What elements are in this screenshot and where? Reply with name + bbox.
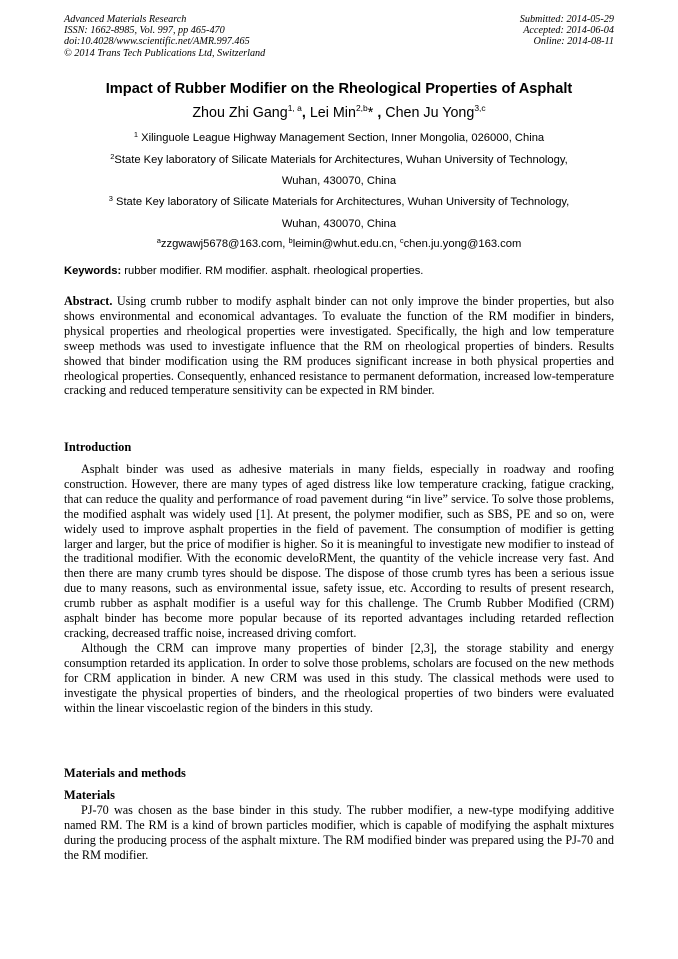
issn-line: ISSN: 1662-8985, Vol. 997, pp 465-470 bbox=[64, 25, 225, 37]
journal-name: Advanced Materials Research bbox=[64, 14, 187, 25]
copyright-line: © 2014 Trans Tech Publications Ltd, Switzerland bbox=[64, 47, 266, 59]
abstract bbox=[64, 294, 614, 398]
keywords-text: rubber modifier. RM modifier. asphalt. rheological properties. bbox=[121, 265, 424, 277]
abstract-text: Using crumb rubber to modify asphalt binder can not only improve the binder properties, but also shows environmental and economical advantages. To evaluate the function of the RM modifier in binders, physical properties and rheological properties were investigated. Specifically, the high and low temperature sweep methods was used to investigate influence that the RM on rheological properties of binders. Results showed that binder modification using the RM produces significant increase in both physical properties and rheological properties. Consequently, enhanced resistance to permanent deformation, increased low-temperature cracking and reduced temperature sensitivity can be expected in RM binder. bbox=[64, 294, 614, 398]
accepted-date: Accepted: 2014-06-04 bbox=[523, 25, 614, 37]
paragraph: PJ-70 was chosen as the base binder in this study. The rubber modifier, a new-type modifying additive named RM. The RM is a kind of brown particles modifier, which is capable of modifying the asphalt mixtures during the producing process of the asphalt mixture. The RM modified binder was prepared using the PJ-70 and the RM modifier. bbox=[64, 803, 614, 862]
author-name: Zhou Zhi Gang bbox=[192, 105, 288, 121]
section-heading-materials-methods: Materials and methods bbox=[64, 766, 186, 780]
corresponding-author-mark: * bbox=[367, 105, 374, 121]
affiliation-1: $^1$ Xilinguole League Highway Management Section, Inner Mongolia, 026000, China bbox=[133, 130, 545, 144]
abstract-label: Abstract. bbox=[64, 294, 113, 308]
author-affiliation-mark: 1, a bbox=[287, 103, 302, 113]
affiliation-2-city: Wuhan, 430070, China bbox=[281, 175, 397, 187]
author-affiliation-mark: 3,c bbox=[474, 103, 486, 113]
author-name: Lei Min bbox=[309, 105, 356, 121]
doi-line: doi:10.4028/www.scientific.net/AMR.997.465 bbox=[64, 36, 250, 48]
paragraph: Although the CRM can improve many properties of binder [2,3], the storage stability and energy consumption retarded its application. In order to solve those problems, scholars are focused on the new methods for CRM application in binder. A new CRM was used in this study. The classical methods were used to investigate the physical properties of binders, and the rheological properties of two binders were evaluated within the linear viscoelastic region of the binders in this study. bbox=[64, 640, 614, 715]
email-address: leimin@whut.edu.cn, bbox=[292, 238, 400, 250]
author-name: Chen Ju Yong bbox=[385, 105, 475, 121]
email-line: $^a$zzgwawj5678@163.com, $^b$leimin@whut.edu.cn, $^c$chen.ju.yong@163.com bbox=[156, 236, 522, 250]
author-list: Zhou Zhi Gang$^{1, a}$, Lei Min$^{2,b}$* , Chen Ju Yong$^{3,c}$ bbox=[192, 103, 486, 121]
section-heading-introduction: Introduction bbox=[64, 440, 132, 454]
email-address: chen.ju.yong@163.com bbox=[403, 238, 522, 250]
dates-header bbox=[520, 14, 614, 48]
author-affiliation-mark: 2,b bbox=[355, 103, 368, 113]
affiliation-3-city: Wuhan, 430070, China bbox=[281, 218, 397, 230]
submitted-date: Submitted: 2014-05-29 bbox=[519, 14, 614, 25]
introduction-body bbox=[64, 462, 614, 715]
subsection-heading-materials: Materials bbox=[64, 788, 115, 802]
online-date: Online: 2014-08-11 bbox=[533, 36, 614, 48]
paper-title: Impact of Rubber Modifier on the Rheological Properties of Asphalt bbox=[105, 81, 573, 97]
email-address: zzgwawj5678@163.com, bbox=[160, 238, 289, 250]
affiliation-2: $^2$State Key laboratory of Silicate Materials for Architectures, Wuhan University of Technology, bbox=[110, 152, 568, 166]
keywords bbox=[64, 264, 423, 278]
journal-header bbox=[64, 14, 265, 59]
materials-body bbox=[64, 803, 614, 863]
affiliation-3: $^3$ State Key laboratory of Silicate Materials for Architectures, Wuhan University of Technology, bbox=[108, 194, 570, 208]
keywords-label: Keywords: bbox=[64, 265, 122, 277]
paragraph: Asphalt binder was used as adhesive materials in many fields, especially in roadway and roofing construction. However, there are many types of aged distress like low temperature cracking, fatigue cracking, that can reduce the quality and performance of road pavement during “in live” service. To solve those problems, the modified asphalt was widely used [1]. At present, the polymer modifier, such as SBS, PE and so on, were widely used to improve asphalt properties in the field of pavement. The consumption of modifier is getting larger and larger, but the price of modifier is higher. So it is meaningful to investigate new modifier to instead of the traditional modifier. With the economic develoRMent, the quantity of the vehicle increase very fast. And then there are many crumb tyres should be dispose. The dispose of those crumb tyres has been a serious issue due to many reasons, such as environmental issue, safety issue, etc. According to results of present research, crumb rubber as asphalt modifier is a useful way for this challenge. The Crumb Rubber Modified (CRM) asphalt binder has become more popular because of its reported advantages including retarded reflection cracking, decreased traffic noise, increased driving comfort. bbox=[64, 462, 614, 640]
